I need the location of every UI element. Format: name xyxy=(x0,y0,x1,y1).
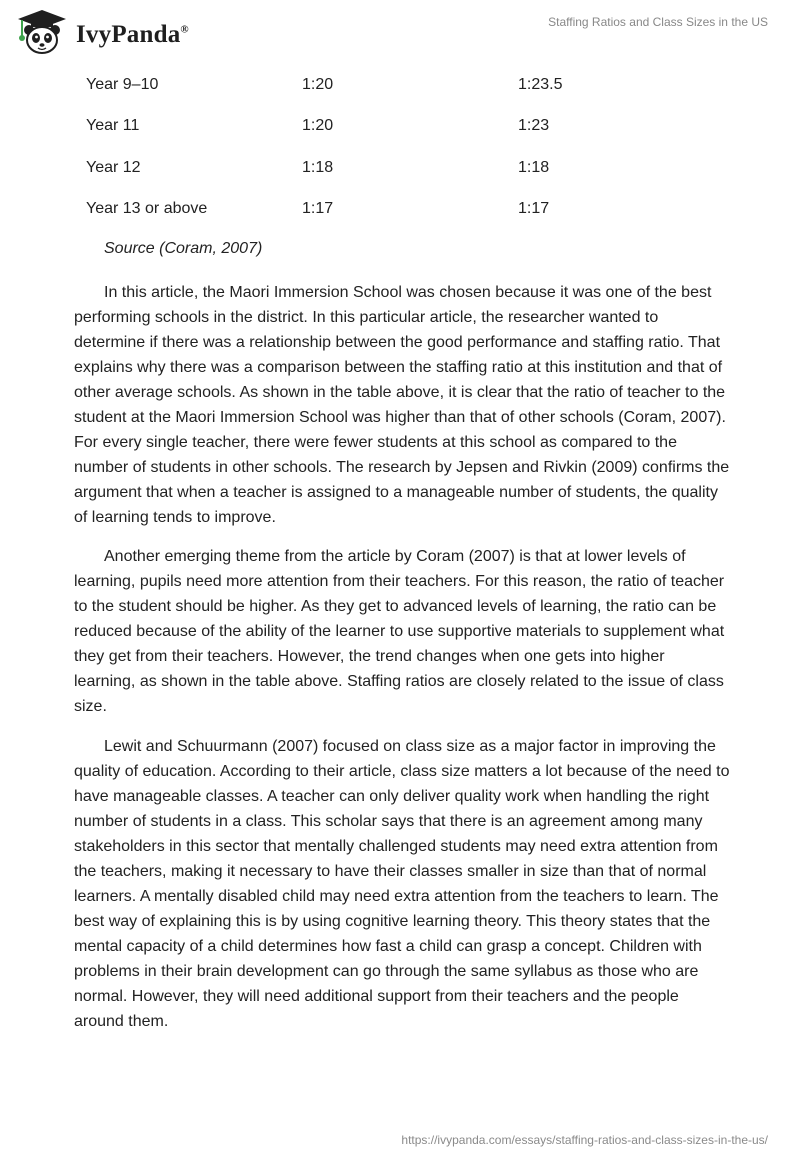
table-row xyxy=(74,64,718,106)
table-row xyxy=(74,106,718,148)
footer-source-url[interactable]: https://ivypanda.com/essays/staffing-ratios-and-class-sizes-in-the-us/ xyxy=(401,1133,768,1147)
table-cell: 1:20 xyxy=(302,117,334,135)
table-cell: 1:17 xyxy=(302,200,334,218)
paragraph: Lewit and Schuurmann (2007) focused on class size as a major factor in improving the quality of education. According to their article, class size matters a lot because of the need to have manageable classes. A teacher can only deliver quality work when handling the right number of students in a class. This scholar says that there is an agreement among many stakeholders in this sector that mentally challenged students may need extra attention from the teachers, making it necessary to have their classes smaller in size than that of normal learners. A mentally disabled child may need extra attention from the teachers to learn. The best way of explaining this is by using cognitive learning theory. This theory states that the mental capacity of a child determines how fast a child can grasp a concept. Children with problems in their brain development can go through the same syllabus as those who are normal. However, they will need additional support from their teachers and the people around them. xyxy=(74,738,730,1030)
paragraph: In this article, the Maori Immersion School was chosen because it was one of the best performing schools in the district. In this particular article, the researcher wanted to determine if there was a relationship between the good performance and staffing ratio. That explains why there was a comparison between the staffing ratio at this institution and that of other average schools. As shown in the table above, it is clear that the ratio of teacher to the student at the Maori Immersion School was higher than that of other schools (Coram, 2007). For every single teacher, there were fewer students at this school as compared to the number of students in other schools. The research by Jepsen and Rivkin (2009) confirms the argument that when a teacher is assigned to a manageable number of students, the quality of learning tends to improve. xyxy=(74,284,730,526)
table-cell: 1:18 xyxy=(302,158,334,176)
page-header xyxy=(0,0,800,62)
table-cell: Year 12 xyxy=(86,158,141,176)
table-cell: 1:18 xyxy=(518,158,550,176)
brand-name: IvyPanda® xyxy=(76,20,189,48)
paragraph: Another emerging theme from the article by Coram (2007) is that at lower levels of learning, pupils need more attention from their teachers. For this reason, the ratio of teacher to the student should be higher. As they get to advanced levels of learning, the ratio can be reduced because of the ability of the learner to use supportive materials to supplement what they get from their teachers. However, the trend changes when one gets into higher learning, as shown in the table above. Staffing ratios are closely related to the issue of class size. xyxy=(74,548,725,715)
table-cell: 1:17 xyxy=(518,200,550,218)
table-row xyxy=(74,147,718,189)
table-row xyxy=(74,189,718,231)
document-title: Staffing Ratios and Class Sizes in the US xyxy=(548,15,768,29)
table-cell: 1:23 xyxy=(518,117,550,135)
table-cell: 1:23.5 xyxy=(518,75,563,93)
table-source-caption: Source (Coram, 2007) xyxy=(104,240,263,257)
staffing-ratio-table xyxy=(74,64,718,230)
table-cell: Year 11 xyxy=(86,117,140,135)
panda-logo-icon xyxy=(14,8,70,61)
table-cell: Year 9–10 xyxy=(86,75,159,93)
table-cell: Year 13 or above xyxy=(86,200,208,218)
brand-logo[interactable] xyxy=(14,8,189,61)
table-cell: 1:20 xyxy=(302,75,334,93)
